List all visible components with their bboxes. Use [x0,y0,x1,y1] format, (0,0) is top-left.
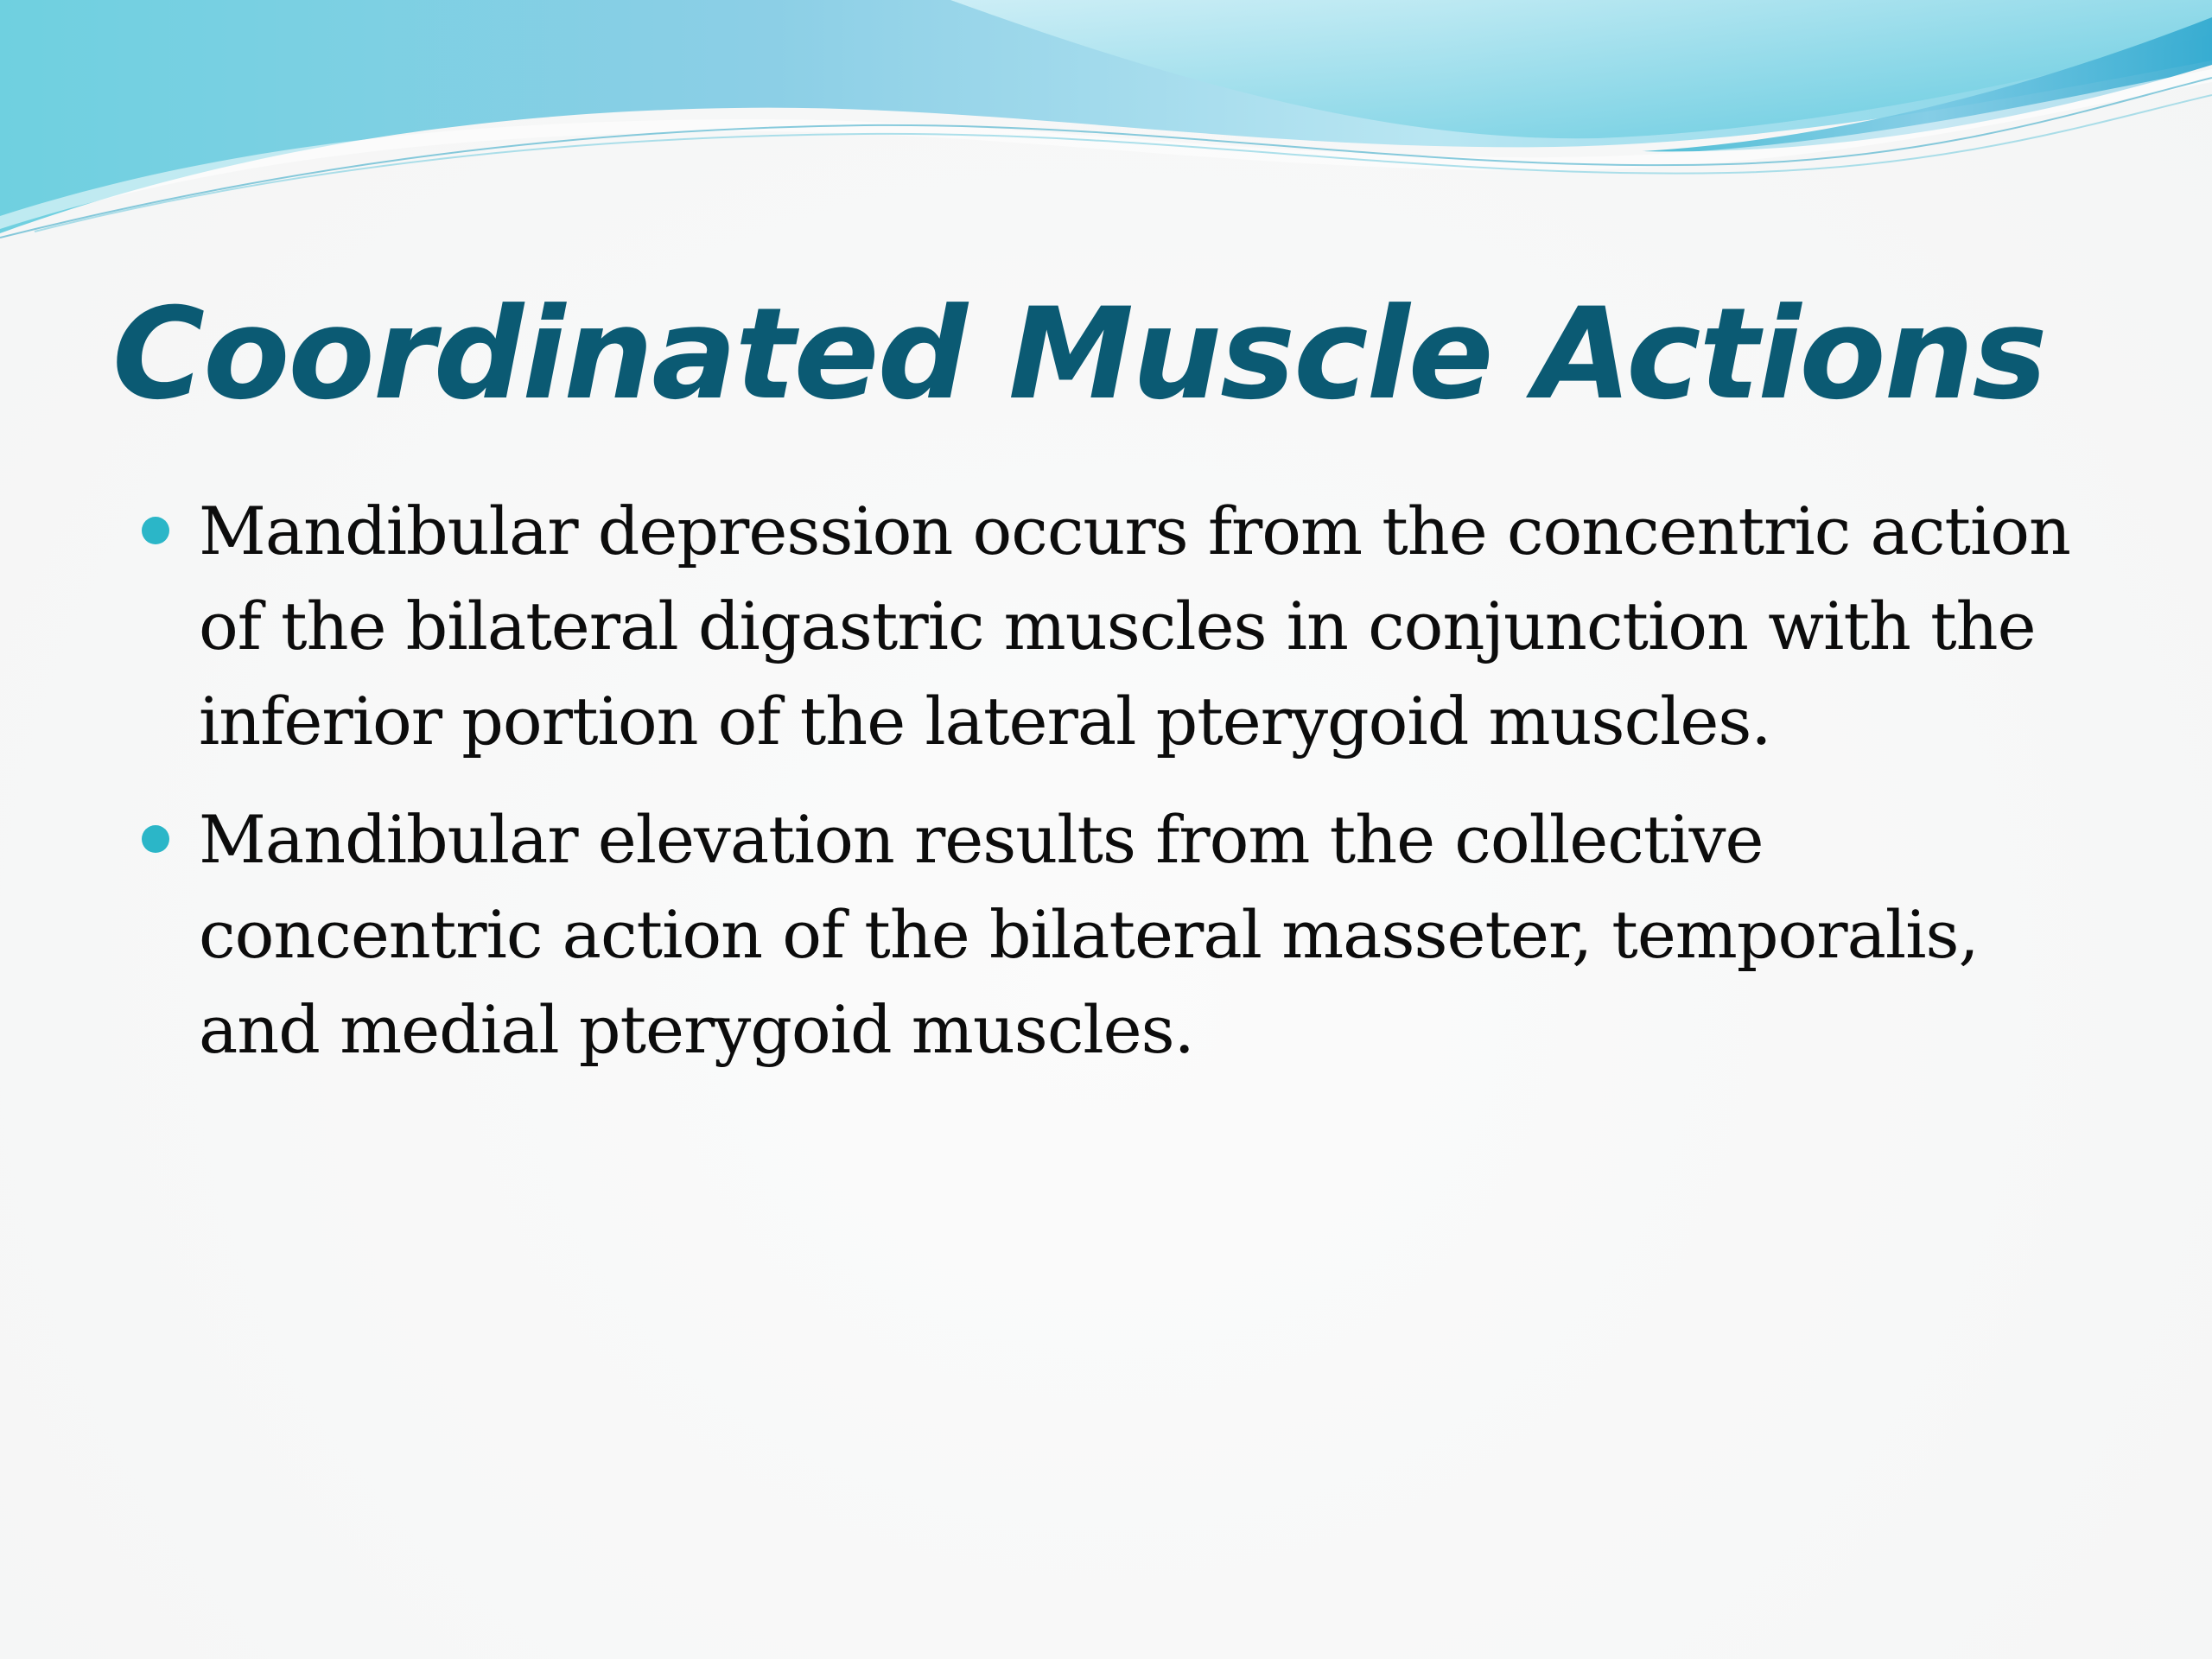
circle-bullet-icon [142,517,169,544]
slide-title: Coordinated Muscle Actions [112,281,2046,428]
wave-header-icon [0,0,2212,259]
bullet-list [0,484,2212,1101]
bullet-item-depression [0,484,2100,769]
bullet-item-elevation [0,792,2100,1077]
circle-bullet-icon [142,825,169,853]
bullet-text: Mandibular elevation results from the collective concentric action of the bilateral masseter, temporalis, and medial pterygoid muscles. [199,801,1979,1068]
bullet-text: Mandibular depression occurs from the concentric action of the bilateral digastric muscles in conjunction with the inferior portion of the lateral pterygoid muscles. [199,493,2070,760]
